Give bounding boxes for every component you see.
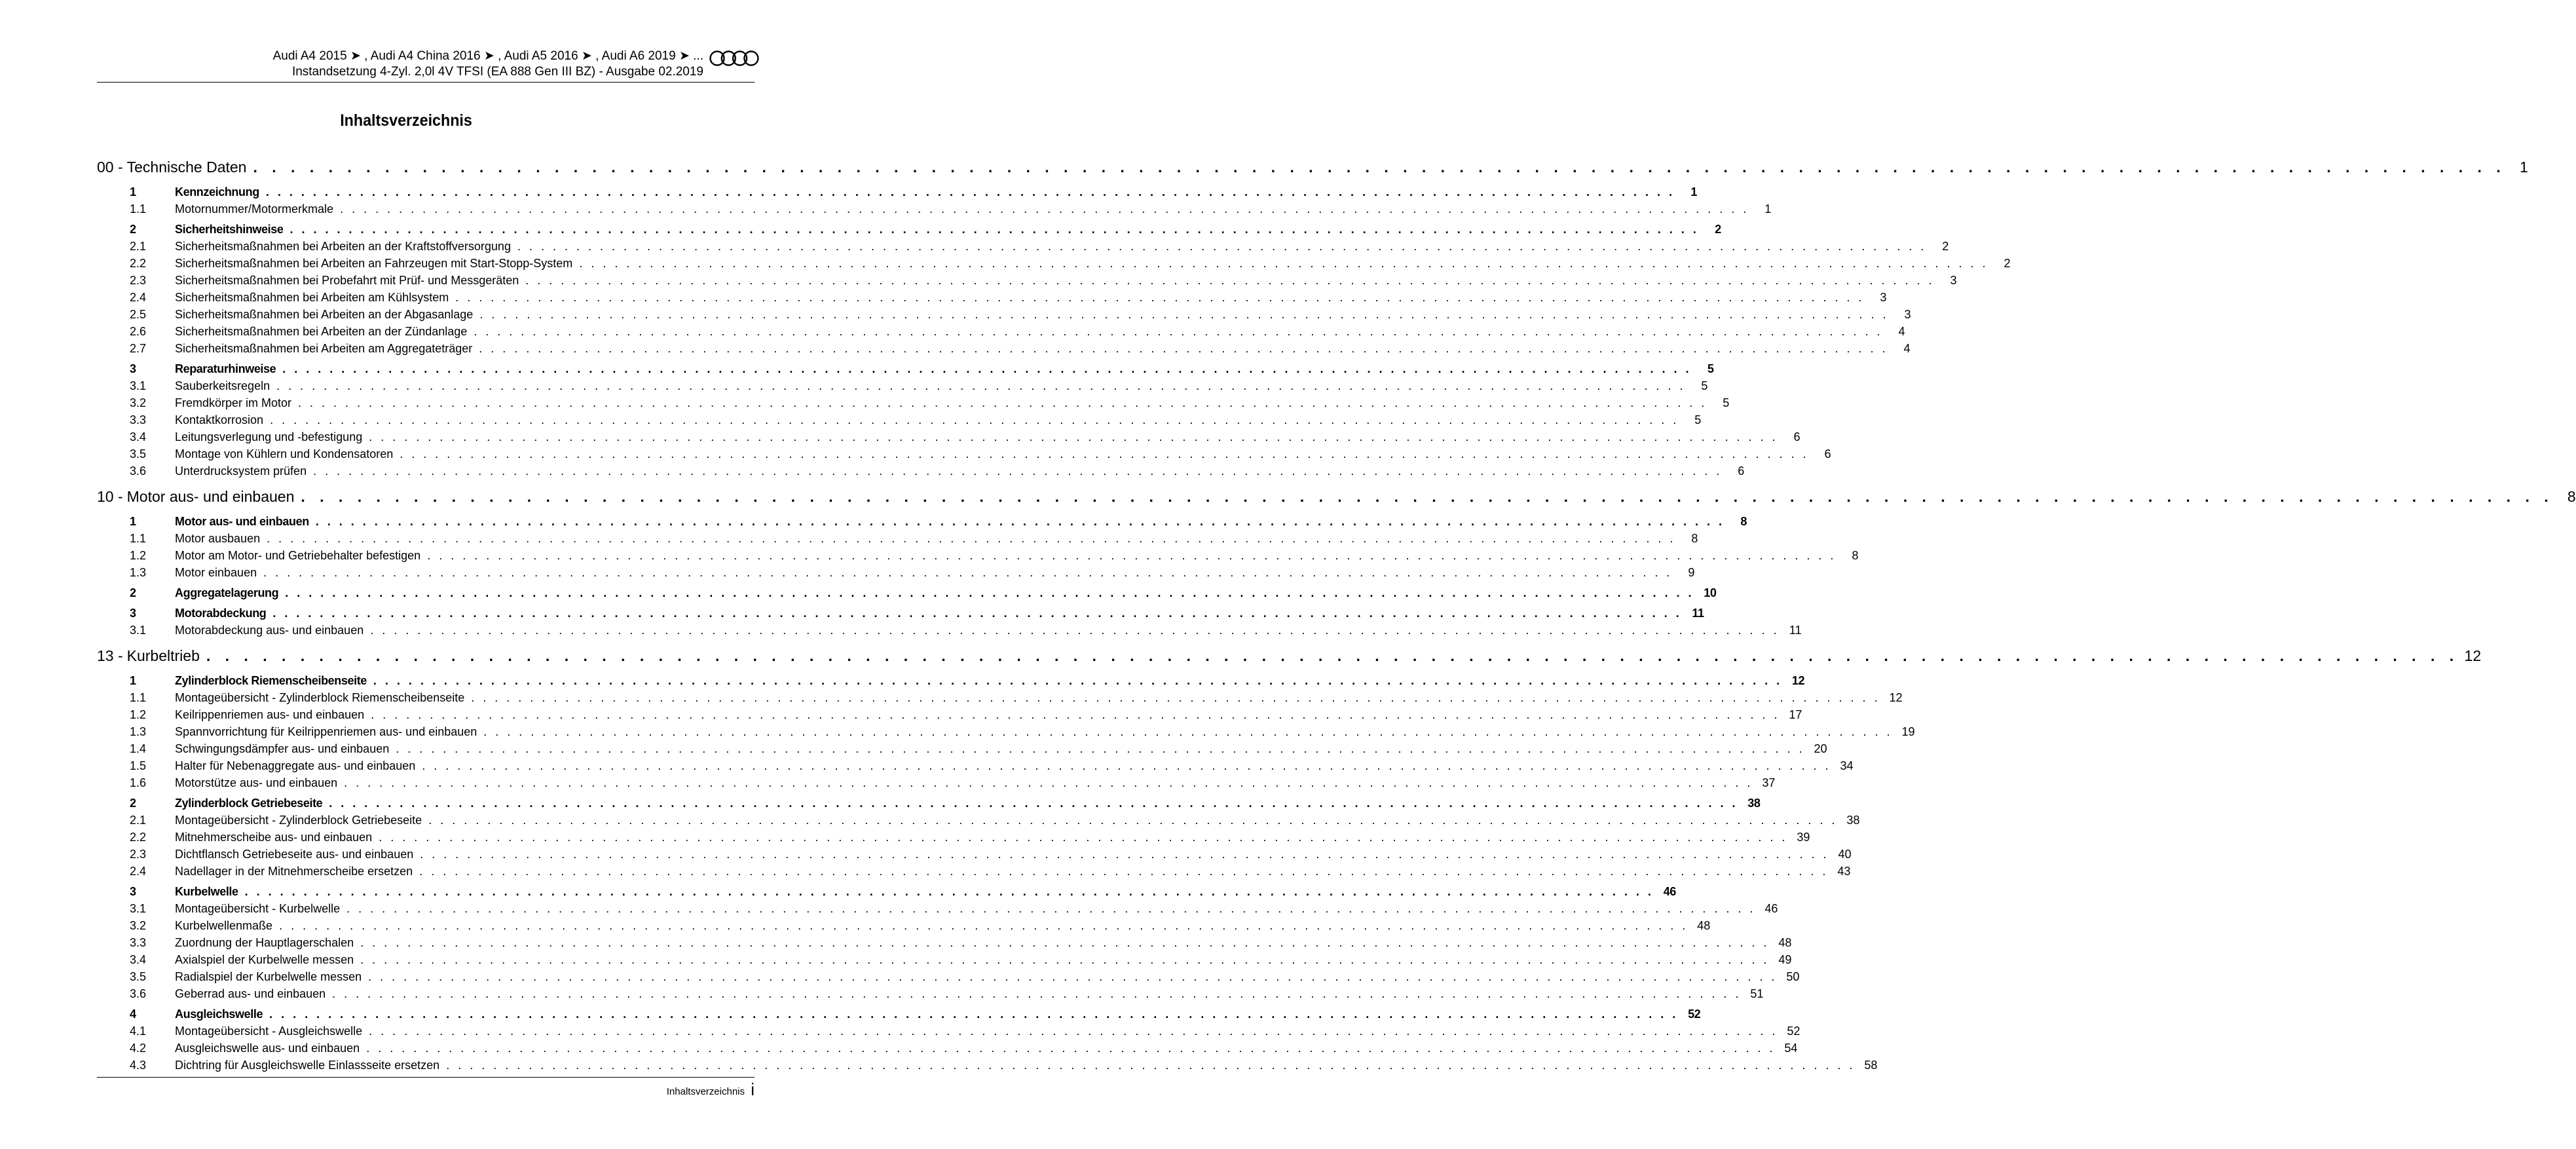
dot-leader: . . . . . . . . . . . . . . . . . . . . . . . . . . . . . . . . . . . . . . . . . . . . . . . . . . . . . . . . . . . . . . . . . . . . . . . . . . . . . . . . . . . . . . . . . . . . . . . . . . . . . . . . . . . . . . . . . . . . . . . .: [340, 202, 1749, 216]
toc-entry-title: Kurbeltrieb: [126, 647, 200, 664]
toc-sub-entry[interactable]: [130, 759, 1854, 776]
dot-leader: . . . . . . . . . . . . . . . . . . . . . . . . . . . . . . . . . . . . . . . . . . . . . . . . . . . . . . . . . . . . . . . . . . . . . . . . . . . . . . . . . . . . . . . . . . . . . . . . . . . . . . . . . . . . . . . . . . . . . . . .: [272, 607, 1682, 620]
toc-entry-page: 8: [1852, 549, 1859, 562]
dot-leader: . . . . . . . . . . . . . . . . . . . . . . . . . . . . . . . . . . . . . . . . . . . . . . . . . . . . . . . . . . . . . . . . . . . . . . . . . . . . . . . . . . . . . . . . . . . . . . . . . . . . . . . . . . . . . . . . . . . . . . . .: [420, 848, 1829, 861]
dot-leader: . . . . . . . . . . . . . . . . . . . . . . . . . . . . . . . . . . . . . . . . . . . . . . . . . . . . . . . . . . . . . . . . . . . . . . . . . . . . . . . . . . . . . . . . . . . . . . . . . . . . . . . . . . . . . . . . . . . . . . . .: [483, 725, 1893, 738]
toc-entry-title: Motor ausbauen: [175, 532, 261, 545]
toc-entry-number: 2.2: [130, 257, 147, 270]
toc-entry-number: 1.3: [130, 566, 147, 579]
toc-sub-entry[interactable]: [130, 848, 1852, 865]
toc-entry-page: 50: [1786, 970, 1800, 983]
toc-entry-page: 2: [1942, 240, 1949, 253]
toc-sub-entry[interactable]: [130, 987, 1764, 1004]
dot-leader: . . . . . . . . . . . . . . . . . . . . . . . . . . . . . . . . . . . . . . . . . . . . . . . . . . . . . . . . . . . . . . . . . . . . . . . . . . . . . . . . . . . . . . . . . . . . . . . . . . . . . . . . . . . . . . . . . . . . . . . .: [479, 308, 1889, 321]
toc-sub-entry[interactable]: [130, 1025, 1801, 1042]
toc-entry-page: 54: [1784, 1042, 1798, 1055]
toc-entry-title: Montage von Kühlern und Kondensatoren: [175, 447, 394, 461]
toc-entry-number: 3: [130, 362, 136, 375]
toc-entry-title: Motorabdeckung: [175, 607, 267, 620]
toc-sub-entry[interactable]: [130, 1059, 1878, 1076]
toc-entry-page: 3: [1904, 308, 1911, 321]
toc-entry-title: Fremdkörper im Motor: [175, 396, 292, 409]
toc-chapter-entry[interactable]: [97, 159, 2528, 182]
toc-entry-title: Ausgleichswelle: [175, 1008, 263, 1021]
toc-entry-page: 8: [1691, 532, 1698, 545]
toc-entry-page: 19: [1901, 725, 1915, 738]
toc-section-entry[interactable]: [130, 515, 1747, 532]
dot-leader: . . . . . . . . . . . . . . . . . . . . . . . . . . . . . . . . . . . . . . . . . . . . . . . . . . . . . . . . . . . . . . . . . . . . . . . . . . . . . . . . . . . . . . . . . . . . . . . . . . . . . . . . . . . . . . . . . . . . . . . .: [344, 776, 1753, 789]
toc-entry-page: 2: [1715, 223, 1721, 236]
toc-entry-title: Sicherheitsmaßnahmen bei Arbeiten an der Kraftstoffversorgung: [175, 240, 511, 253]
toc-sub-entry[interactable]: [130, 549, 1859, 566]
toc-entry-page: 8: [1740, 515, 1747, 528]
toc-entry-number: 1.3: [130, 725, 147, 738]
toc-entry-title: Kurbelwelle: [175, 885, 238, 898]
toc-entry-number: 1.4: [130, 742, 147, 755]
dot-leader: . . . . . . . . . . . . . . . . . . . . . . . . . . . . . . . . . . . . . . . . . . . . . . . . . . . . . . . . . . . . . . . . . . . . . . . . . . . . . . . . . . . . . . . . . . . . . . . . . . . . . . . . . . . . . . . . . . . . . . . .: [479, 342, 1888, 355]
toc-sub-entry[interactable]: [130, 691, 1903, 708]
toc-sub-entry[interactable]: [130, 447, 1831, 464]
toc-entry-number: 2.5: [130, 308, 147, 321]
toc-sub-entry[interactable]: [130, 379, 1708, 396]
toc-entry-page: 4: [1903, 342, 1911, 355]
toc-section-entry[interactable]: [130, 674, 1805, 691]
toc-entry-page: 8: [2567, 488, 2576, 505]
dot-leader: . . . . . . . . . . . . . . . . . . . . . . . . . . . . . . . . . . . . . . . . . . . . . . . . . . . . . . . . . . . . . . . . . . . . . . . . . . . . . . . . . . . . . . . . . . . . . . . . . . . . . . . . . . . . . . . . . . . . . . . .: [373, 674, 1783, 687]
dot-leader: . . . . . . . . . . . . . . . . . . . . . . . . . . . . . . . . . . . . . . . . . . . . . . . . . . . . . . . . . . . . . . . . . . . . . . . . . . . . . . . . . . . . . . . . . . . . . . . . . . . . . . . . . . . . . . . . . . . . . . . .: [517, 240, 1927, 253]
dot-leader: . . . . . . . . . . . . . . . . . . . . . . . . . . . . . . . . . . . . . . . . . . . . . . . . . . . . . . . . . . . . . . . . . . . . . . . . . . . . . . . . . . . . . . . . . . . . . . . . . . . . . . . . . . . . . . . . . . . . . . . .: [471, 691, 1880, 704]
toc-entry-page: 46: [1764, 902, 1778, 915]
toc-entry-page: 17: [1789, 708, 1802, 721]
toc-entry-title: Zylinderblock Getriebeseite: [175, 797, 323, 810]
toc-entry-title: Montageübersicht - Kurbelwelle: [175, 902, 341, 915]
dot-leader: . . . . . . . . . . . . . . . . . . . . . . . . . . . . . . . . . . . . . . . . . . . . . . . . . . . . . . . . . . . . . . . . . . . . . . . . . . . . . . . . . . . . . . . . . . . . . . . . . . . . . . . . . . . . . . . . . . . . . . . .: [369, 430, 1778, 443]
toc-entry-page: 4: [1898, 325, 1905, 338]
toc-entry-title: Zylinderblock Riemenscheibenseite: [175, 674, 367, 687]
toc-entry-page: 5: [1707, 362, 1714, 375]
toc-entry-number: 2.4: [130, 291, 147, 304]
footer-divider: [97, 1077, 755, 1078]
toc-entry-title: Aggregatelagerung: [175, 586, 279, 599]
dot-leader: . . . . . . . . . . . . . . . . . . . . . . . . . . . . . . . . . . . . . . . . . . . . . . . . . . . . . . . . . . . . . . . . . . . . . . . . . . . . . . . . . . . . . . . . . . . . . . . . . . . . . . . . . . . . . . . . . . . . . . . .: [368, 970, 1778, 983]
toc-sub-entry[interactable]: [130, 257, 2011, 274]
dot-leader: . . . . . . . . . . . . . . . . . . . . . . . . . . . . . . . . . . . . . . . . . . . . . . . . . . . . . . . . . . . . . . . . . . . . . . . . . . . . . . . . . . . . . . . . . . . . . . . . . . . . . . . . . . . . . . . . . . . . . . . .: [455, 291, 1865, 304]
toc-sub-entry[interactable]: [130, 865, 1851, 882]
toc-entry-number: 3.6: [130, 464, 147, 478]
toc-entry-page: 52: [1787, 1025, 1801, 1038]
toc-entry-page: 43: [1837, 865, 1851, 878]
toc-entry-number: 1.6: [130, 776, 147, 789]
toc-section-entry[interactable]: [130, 885, 1676, 902]
toc-entry-number: 3: [130, 607, 136, 620]
toc-entry-number: 2.3: [130, 848, 147, 861]
toc-entry-number: 1.1: [130, 202, 147, 216]
toc-sub-entry[interactable]: [130, 274, 1957, 291]
toc-entry-title: Radialspiel der Kurbelwelle messen: [175, 970, 362, 983]
toc-entry-number: 1: [130, 185, 136, 198]
toc-section-entry[interactable]: [130, 362, 1714, 379]
toc-entry-title: Geberrad aus- und einbauen: [175, 987, 326, 1000]
toc-entry-number: 3.3: [130, 413, 147, 426]
toc-entry-number: 1: [130, 515, 136, 528]
toc-sub-entry[interactable]: [130, 430, 1801, 447]
dot-leader: . . . . . . . . . . . . . . . . . . . . . . . . . . . . . . . . . . . . . . . . . . . . . . . . . . . . . . . . . . . . . . . . . . . . . . . . . . . . . . . . . . . . . . . . . . . . . . . . . . . . . . . . . . . . . . . . . . . . . . . .: [400, 447, 1809, 461]
dot-leader: . . . . . . . . . . . . . . . . . . . . . . . . . . . . . . . . . . . . . . . . . . . . . . . . . . . . . . . . . . . . . . . . . . . . . . . . . . . . . . . . . . . . . . . . . . . . . . . . . . . . . . . . . . . . . . . . . . . . . . . .: [579, 257, 1988, 270]
dot-leader: . . . . . . . . . . . . . . . . . . . . . . . . . . . . . . . . . . . . . . . . . . . . . . . . . . . . . . . . . . . . . . . . . . . . . . . . . . . . . . . . . . . . . . . . . . . . . . . . . . . . . . . . . . . . . . . . . . . . . . . .: [269, 1008, 1679, 1021]
table-of-contents: [97, 159, 2576, 1076]
toc-entry-number: 1.1: [130, 691, 147, 704]
toc-entry-title: Montageübersicht - Zylinderblock Getriebeseite: [175, 814, 422, 827]
toc-entry-page: 40: [1838, 848, 1852, 861]
header-divider: [97, 82, 755, 83]
toc-entry-number: 13 -: [97, 647, 123, 664]
toc-entry-page: 38: [1747, 797, 1761, 810]
toc-entry-page: 10: [1704, 586, 1717, 599]
toc-entry-number: 3.4: [130, 953, 147, 966]
toc-entry-number: 4: [130, 1008, 136, 1021]
toc-entry-number: 2: [130, 797, 136, 810]
toc-entry-page: 49: [1778, 953, 1792, 966]
toc-entry-number: 2.3: [130, 274, 147, 287]
toc-sub-entry[interactable]: [130, 902, 1778, 919]
toc-entry-number: 4.2: [130, 1042, 147, 1055]
dot-leader: . . . . . . . . . . . . . . . . . . . . . . . . . . . . . . . . . . . . . . . . . . . . . . . . . . . . . . . . . . . . . . . . . . . . . . . . . . . . . . . . . . . . . . . . . . . . . . . . . . . . . . . . . . . . . . . . . . . . . . . .: [419, 865, 1829, 878]
dot-leader: . . . . . . . . . . . . . . . . . . . . . . . . . . . . . . . . . . . . . . . . . . . . . . . . . . . . . . . . . . . . . . . . . . . . . . . . . . . . . . . . . . . . . . . . . . . . . . . . . . . . . . . . . . . . . . . . . . . . . . . .: [366, 1042, 1776, 1055]
toc-entry-title: Kennzeichnung: [175, 185, 259, 198]
toc-entry-page: 37: [1762, 776, 1776, 789]
toc-entry-title: Dichtflansch Getriebeseite aus- und einbauen: [175, 848, 414, 861]
dot-leader: . . . . . . . . . . . . . . . . . . . . . . . . . . . . . . . . . . . . . . . . . . . . . . . . . . . . . . . . . . . . . . . . . . . . . . . . . . . . . . . . . . . . . . . . . . . . . . . . . . . . . . . . . . . . . . . . . . . . . . . .: [371, 708, 1780, 721]
toc-entry-number: 3.4: [130, 430, 147, 443]
toc-section-entry[interactable]: [130, 1008, 1701, 1025]
dot-leader: . . . . . . . . . . . . . . . . . . . . . . . . . . . . . . . . . . . . . . . . . . . . . . . . . . . . . . . . . . . . . . . . . . . . . . . . . . . . . . . . . . . . . . . . . . . . . . . . . . . . . . . . . . . . . . . . . . . . . . . .: [370, 624, 1780, 637]
header-manual-title: Instandsetzung 4-Zyl. 2,0l 4V TFSI (EA 888 Gen III BZ) - Ausgabe 02.2019: [291, 65, 703, 79]
toc-entry-number: 10 -: [97, 488, 123, 505]
toc-entry-page: 51: [1750, 987, 1764, 1000]
toc-entry-title: Keilrippenriemen aus- und einbauen: [175, 708, 365, 721]
toc-sub-entry[interactable]: [130, 831, 1810, 848]
toc-entry-title: Reparaturhinweise: [175, 362, 276, 375]
toc-sub-entry[interactable]: [130, 725, 1915, 742]
toc-sub-entry[interactable]: [130, 532, 1698, 549]
dot-leader: . . . . . . . . . . . . . . . . . . . . . . . . . . . . . . . . . . . . . . . . . . . . . . . . . . . . . . . . . . . . . . . . . . . . . . . . . . . . . . . . . . . . . . . . . . . . . . . . . . . . . . . . . . . . . . . . . . . . . . . .: [346, 902, 1756, 915]
toc-entry-title: Montageübersicht - Ausgleichswelle: [175, 1025, 363, 1038]
toc-entry-title: Motorstütze aus- und einbauen: [175, 776, 338, 789]
dot-leader: . . . . . . . . . . . . . . . . . . . . . . . . . . . . . . . . . . . . . . . . . . . . . . . . . . . . . . . . . . . . . . . . . . . . . . . . . . . . . . . . . . . . . . . . . . . . . . . . . . . . . . . . . . . . . . . . . . . . . . . .: [446, 1059, 1856, 1072]
toc-entry-title: Axialspiel der Kurbelwelle messen: [175, 953, 354, 966]
dot-leader: . . . . . . . . . . . . . . . . . . . . . . . . . . . . . . . . . . . . . . . . . . . . . . . . . . . . . . . . . . . . . . . . . . . . . . . . . . . . . . . . . . . . . . . . . . . . . . . . . . . . . . . . . . . . . . . . . . . . . . . .: [315, 515, 1725, 528]
toc-entry-number: 1.2: [130, 708, 147, 721]
dot-leader: . . . . . . . . . . . . . . . . . . . . . . . . . . . . . . . . . . . . . . . . . . . . . . . . . . . . . . . . . . . . . . . . . . . . . . . . . . . . . . . . . . . . . . . . . . . . . . . . . . . . . . . . . . . . . . . . . . . . . . . .: [525, 274, 1935, 287]
toc-sub-entry[interactable]: [130, 202, 1772, 219]
toc-entry-number: 2.6: [130, 325, 147, 338]
toc-section-entry[interactable]: [130, 797, 1761, 814]
toc-entry-number: 3.3: [130, 936, 147, 949]
toc-entry-title: Sicherheitsmaßnahmen bei Arbeiten an der Abgasanlage: [175, 308, 474, 321]
dot-leader: . . . . . . . . . . . . . . . . . . . . . . . . . . . . . . . . . . . . . . . . . . . . . . . . . . . . . . . . . . . . . . . . . . . . . . . . . . . . . . . . . . . . . . . . . . . . . . . . . . . . . . . . . . . . . . . . . . . . . . . .: [474, 325, 1883, 338]
toc-entry-number: 3.2: [130, 919, 147, 932]
dot-leader: . . . . . . . . . . . . . . . . . . . . . . . . . . . . . . . . . . . . . . . . . . . . . . . . . . . . . . . . . . . . . . . . . . . . . . . . . . . . . . . . . . . . . . . . . . . . . . . . . . . . . . . . . . . . . . . . . . . . . . . .: [265, 185, 1675, 198]
toc-entry-number: 1: [130, 674, 136, 687]
toc-entry-number: 2.1: [130, 814, 147, 827]
toc-entry-page: 38: [1846, 814, 1860, 827]
toc-entry-page: 2: [2004, 257, 2011, 270]
dot-leader: . . . . . . . . . . . . . . . . . . . . . . . . . . . . . . . . . . . . . . . . . . . . . . . . . . . . . . . . . . . . . . . . . . . . . . . . . . . . . . . . . . . . . . . . . . . . . . . . . . . . . . . . . . . . . . . . . . . . . . . .: [253, 159, 2506, 176]
toc-entry-title: Motorabdeckung aus- und einbauen: [175, 624, 364, 637]
toc-entry-number: 3.1: [130, 902, 147, 915]
toc-entry-title: Ausgleichswelle aus- und einbauen: [175, 1042, 360, 1055]
toc-entry-page: 46: [1663, 885, 1676, 898]
toc-entry-title: Zuordnung der Hauptlagerschalen: [175, 936, 354, 949]
toc-chapter-entry[interactable]: [97, 488, 2576, 512]
toc-sub-entry[interactable]: [130, 342, 1911, 359]
toc-entry-page: 52: [1688, 1008, 1701, 1021]
toc-entry-title: Motor einbauen: [175, 566, 257, 579]
dot-leader: . . . . . . . . . . . . . . . . . . . . . . . . . . . . . . . . . . . . . . . . . . . . . . . . . . . . . . . . . . . . . . . . . . . . . . . . . . . . . . . . . . . . . . . . . . . . . . . . . . . . . . . . . . . . . . . . . . . . . . . .: [263, 566, 1673, 579]
toc-section-entry[interactable]: [130, 223, 1721, 240]
toc-entry-title: Schwingungsdämpfer aus- und einbauen: [175, 742, 390, 755]
dot-leader: . . . . . . . . . . . . . . . . . . . . . . . . . . . . . . . . . . . . . . . . . . . . . . . . . . . . . . . . . . . . . . . . . . . . . . . . . . . . . . . . . . . . . . . . . . . . . . . . . . . . . . . . . . . . . . . . . . . . . . . .: [422, 759, 1831, 772]
dot-leader: . . . . . . . . . . . . . . . . . . . . . . . . . . . . . . . . . . . . . . . . . . . . . . . . . . . . . . . . . . . . . . . . . . . . . . . . . . . . . . . . . . . . . . . . . . . . . . . . . . . . . . . . . . . . . . . . . . . . . . . .: [244, 885, 1654, 898]
toc-sub-entry[interactable]: [130, 624, 1802, 641]
toc-sub-entry[interactable]: [130, 919, 1711, 936]
toc-entry-title: Nadellager in der Mitnehmerscheibe ersetzen: [175, 865, 413, 878]
toc-entry-number: 1.2: [130, 549, 147, 562]
footer-page-number: i: [751, 1080, 755, 1099]
toc-entry-title: Motor am Motor- und Getriebehalter befestigen: [175, 549, 421, 562]
toc-entry-title: Sicherheitsmaßnahmen bei Arbeiten an der Zündanlage: [175, 325, 468, 338]
toc-sub-entry[interactable]: [130, 814, 1860, 831]
toc-entry-number: 00 -: [97, 159, 123, 176]
toc-entry-title: Motor aus- und einbauen: [126, 488, 295, 505]
dot-leader: . . . . . . . . . . . . . . . . . . . . . . . . . . . . . . . . . . . . . . . . . . . . . . . . . . . . . . . . . . . . . . . . . . . . . . . . . . . . . . . . . . . . . . . . . . . . . . . . . . . . . . . . . . . . . . . . . . . . . . . .: [360, 936, 1770, 949]
toc-entry-number: 1.1: [130, 532, 147, 545]
toc-entry-page: 48: [1778, 936, 1792, 949]
dot-leader: . . . . . . . . . . . . . . . . . . . . . . . . . . . . . . . . . . . . . . . . . . . . . . . . . . . . . . . . . . . . . . . . . . . . . . . . . . . . . . . . . . . . . . . . . . . . . . . . . . . . . . . . . . . . . . . . . . . . . . . .: [270, 413, 1679, 426]
footer-label: Inhaltsverzeichnis: [666, 1086, 745, 1097]
toc-entry-title: Montageübersicht - Zylinderblock Riemenscheibenseite: [175, 691, 465, 704]
toc-entry-page: 11: [1692, 607, 1704, 620]
toc-entry-number: 2: [130, 586, 136, 599]
dot-leader: . . . . . . . . . . . . . . . . . . . . . . . . . . . . . . . . . . . . . . . . . . . . . . . . . . . . . . . . . . . . . . . . . . . . . . . . . . . . . . . . . . . . . . . . . . . . . . . . . . . . . . . . . . . . . . . . . . . . . . . .: [285, 586, 1694, 599]
toc-entry-number: 3.6: [130, 987, 147, 1000]
toc-section-entry[interactable]: [130, 607, 1704, 624]
toc-entry-number: 2.1: [130, 240, 147, 253]
toc-sub-entry[interactable]: [130, 325, 1905, 342]
toc-sub-entry[interactable]: [130, 970, 1800, 987]
toc-entry-page: 58: [1864, 1059, 1878, 1072]
toc-entry-title: Motornummer/Motormerkmale: [175, 202, 334, 216]
toc-entry-title: Technische Daten: [126, 159, 247, 176]
toc-entry-page: 5: [1723, 396, 1730, 409]
toc-entry-number: 4.3: [130, 1059, 147, 1072]
toc-entry-page: 3: [1880, 291, 1887, 304]
dot-leader: . . . . . . . . . . . . . . . . . . . . . . . . . . . . . . . . . . . . . . . . . . . . . . . . . . . . . . . . . . . . . . . . . . . . . . . . . . . . . . . . . . . . . . . . . . . . . . . . . . . . . . . . . . . . . . . . . . . . . . . .: [332, 987, 1742, 1000]
toc-sub-entry[interactable]: [130, 396, 1730, 413]
toc-entry-page: 9: [1688, 566, 1695, 579]
toc-entry-title: Sicherheitsmaßnahmen bei Probefahrt mit Prüf- und Messgeräten: [175, 274, 519, 287]
toc-entry-page: 11: [1789, 624, 1802, 637]
toc-entry-page: 12: [1791, 674, 1805, 687]
dot-leader: . . . . . . . . . . . . . . . . . . . . . . . . . . . . . . . . . . . . . . . . . . . . . . . . . . . . . . . . . . . . . . . . . . . . . . . . . . . . . . . . . . . . . . . . . . . . . . . . . . . . . . . . . . . . . . . . . . . . . . . .: [329, 797, 1738, 810]
audi-rings-icon: [709, 50, 760, 67]
dot-leader: . . . . . . . . . . . . . . . . . . . . . . . . . . . . . . . . . . . . . . . . . . . . . . . . . . . . . . . . . . . . . . . . . . . . . . . . . . . . . . . . . . . . . . . . . . . . . . . . . . . . . . . . . . . . . . . . . . . . . . . .: [276, 379, 1686, 392]
dot-leader: . . . . . . . . . . . . . . . . . . . . . . . . . . . . . . . . . . . . . . . . . . . . . . . . . . . . . . . . . . . . . . . . . . . . . . . . . . . . . . . . . . . . . . . . . . . . . . . . . . . . . . . . . . . . . . . . . . . . . . . .: [428, 814, 1838, 827]
toc-entry-title: Dichtring für Ausgleichswelle Einlassseite ersetzen: [175, 1059, 440, 1072]
toc-sub-entry[interactable]: [130, 240, 1949, 257]
toc-entry-title: Sicherheitsmaßnahmen bei Arbeiten am Aggregateträger: [175, 342, 473, 355]
dot-leader: . . . . . . . . . . . . . . . . . . . . . . . . . . . . . . . . . . . . . . . . . . . . . . . . . . . . . . . . . . . . . . . . . . . . . . . . . . . . . . . . . . . . . . . . . . . . . . . . . . . . . . . . . . . . . . . . . . . . . . . .: [301, 488, 2554, 505]
dot-leader: . . . . . . . . . . . . . . . . . . . . . . . . . . . . . . . . . . . . . . . . . . . . . . . . . . . . . . . . . . . . . . . . . . . . . . . . . . . . . . . . . . . . . . . . . . . . . . . . . . . . . . . . . . . . . . . . . . . . . . . .: [360, 953, 1770, 966]
toc-chapter-entry[interactable]: [97, 647, 2482, 671]
toc-entry-title: Unterdrucksystem prüfen: [175, 464, 307, 478]
page-header: [97, 46, 760, 83]
toc-entry-page: 12: [1889, 691, 1903, 704]
toc-entry-number: 3.1: [130, 624, 147, 637]
toc-entry-title: Kurbelwellenmaße: [175, 919, 273, 932]
toc-entry-page: 1: [1764, 202, 1772, 216]
toc-entry-page: 48: [1697, 919, 1711, 932]
toc-entry-title: Halter für Nebenaggregate aus- und einbauen: [175, 759, 416, 772]
toc-sub-entry[interactable]: [130, 776, 1776, 793]
toc-sub-entry[interactable]: [130, 742, 1827, 759]
dot-leader: . . . . . . . . . . . . . . . . . . . . . . . . . . . . . . . . . . . . . . . . . . . . . . . . . . . . . . . . . . . . . . . . . . . . . . . . . . . . . . . . . . . . . . . . . . . . . . . . . . . . . . . . . . . . . . . . . . . . . . . .: [396, 742, 1805, 755]
toc-entry-title: Sauberkeitsregeln: [175, 379, 271, 392]
toc-entry-number: 2.2: [130, 831, 147, 844]
toc-sub-entry[interactable]: [130, 708, 1802, 725]
toc-entry-number: 2.4: [130, 865, 147, 878]
toc-sub-entry[interactable]: [130, 413, 1702, 430]
toc-entry-page: 5: [1694, 413, 1702, 426]
toc-sub-entry[interactable]: [130, 464, 1745, 481]
dot-leader: . . . . . . . . . . . . . . . . . . . . . . . . . . . . . . . . . . . . . . . . . . . . . . . . . . . . . . . . . . . . . . . . . . . . . . . . . . . . . . . . . . . . . . . . . . . . . . . . . . . . . . . . . . . . . . . . . . . . . . . .: [279, 919, 1689, 932]
toc-entry-number: 3: [130, 885, 136, 898]
toc-entry-title: Spannvorrichtung für Keilrippenriemen aus- und einbauen: [175, 725, 477, 738]
toc-entry-title: Sicherheitshinweise: [175, 223, 284, 236]
toc-entry-page: 6: [1824, 447, 1831, 461]
toc-sub-entry[interactable]: [130, 953, 1792, 970]
toc-entry-number: 3.2: [130, 396, 147, 409]
toc-entry-number: 3.5: [130, 447, 147, 461]
toc-entry-page: 34: [1840, 759, 1854, 772]
header-vehicle-models: Audi A4 2015 ➤ , Audi A4 China 2016 ➤ , Audi A5 2016 ➤ , Audi A6 2019 ➤ ...: [272, 49, 703, 63]
toc-sub-entry[interactable]: [130, 1042, 1798, 1059]
dot-leader: . . . . . . . . . . . . . . . . . . . . . . . . . . . . . . . . . . . . . . . . . . . . . . . . . . . . . . . . . . . . . . . . . . . . . . . . . . . . . . . . . . . . . . . . . . . . . . . . . . . . . . . . . . . . . . . . . . . . . . . .: [289, 223, 1699, 236]
toc-section-entry[interactable]: [130, 586, 1717, 603]
toc-entry-number: 2.7: [130, 342, 147, 355]
toc-sub-entry[interactable]: [130, 291, 1887, 308]
toc-entry-number: 3.1: [130, 379, 147, 392]
toc-entry-page: 12: [2464, 647, 2482, 664]
toc-entry-title: Mitnehmerscheibe aus- und einbauen: [175, 831, 373, 844]
toc-sub-entry[interactable]: [130, 308, 1911, 325]
toc-entry-page: 6: [1738, 464, 1745, 478]
toc-entry-number: 3.5: [130, 970, 147, 983]
toc-entry-number: 1.5: [130, 759, 147, 772]
toc-entry-title: Leitungsverlegung und -befestigung: [175, 430, 363, 443]
dot-leader: . . . . . . . . . . . . . . . . . . . . . . . . . . . . . . . . . . . . . . . . . . . . . . . . . . . . . . . . . . . . . . . . . . . . . . . . . . . . . . . . . . . . . . . . . . . . . . . . . . . . . . . . . . . . . . . . . . . . . . . .: [379, 831, 1788, 844]
dot-leader: . . . . . . . . . . . . . . . . . . . . . . . . . . . . . . . . . . . . . . . . . . . . . . . . . . . . . . . . . . . . . . . . . . . . . . . . . . . . . . . . . . . . . . . . . . . . . . . . . . . . . . . . . . . . . . . . . . . . . . . .: [298, 396, 1708, 409]
toc-entry-title: Sicherheitsmaßnahmen bei Arbeiten am Kühlsystem: [175, 291, 449, 304]
dot-leader: . . . . . . . . . . . . . . . . . . . . . . . . . . . . . . . . . . . . . . . . . . . . . . . . . . . . . . . . . . . . . . . . . . . . . . . . . . . . . . . . . . . . . . . . . . . . . . . . . . . . . . . . . . . . . . . . . . . . . . . .: [206, 647, 2459, 664]
dot-leader: . . . . . . . . . . . . . . . . . . . . . . . . . . . . . . . . . . . . . . . . . . . . . . . . . . . . . . . . . . . . . . . . . . . . . . . . . . . . . . . . . . . . . . . . . . . . . . . . . . . . . . . . . . . . . . . . . . . . . . . .: [427, 549, 1837, 562]
toc-entry-title: Kontaktkorrosion: [175, 413, 264, 426]
toc-section-entry[interactable]: [130, 185, 1698, 202]
toc-entry-page: 39: [1797, 831, 1810, 844]
toc-entry-number: 4.1: [130, 1025, 147, 1038]
toc-entry-title: Motor aus- und einbauen: [175, 515, 309, 528]
toc-entry-page: 5: [1701, 379, 1708, 392]
toc-entry-page: 20: [1814, 742, 1827, 755]
toc-sub-entry[interactable]: [130, 936, 1792, 953]
page-title: Inhaltsverzeichnis: [340, 111, 472, 130]
dot-leader: . . . . . . . . . . . . . . . . . . . . . . . . . . . . . . . . . . . . . . . . . . . . . . . . . . . . . . . . . . . . . . . . . . . . . . . . . . . . . . . . . . . . . . . . . . . . . . . . . . . . . . . . . . . . . . . . . . . . . . . .: [282, 362, 1692, 375]
toc-sub-entry[interactable]: [130, 566, 1695, 583]
toc-entry-page: 6: [1793, 430, 1801, 443]
toc-entry-page: 1: [1690, 185, 1698, 198]
toc-entry-page: 3: [1950, 274, 1957, 287]
toc-entry-title: Sicherheitsmaßnahmen bei Arbeiten an Fahrzeugen mit Start-Stopp-System: [175, 257, 573, 270]
toc-entry-page: 1: [2519, 159, 2528, 176]
dot-leader: . . . . . . . . . . . . . . . . . . . . . . . . . . . . . . . . . . . . . . . . . . . . . . . . . . . . . . . . . . . . . . . . . . . . . . . . . . . . . . . . . . . . . . . . . . . . . . . . . . . . . . . . . . . . . . . . . . . . . . . .: [313, 464, 1723, 478]
dot-leader: . . . . . . . . . . . . . . . . . . . . . . . . . . . . . . . . . . . . . . . . . . . . . . . . . . . . . . . . . . . . . . . . . . . . . . . . . . . . . . . . . . . . . . . . . . . . . . . . . . . . . . . . . . . . . . . . . . . . . . . .: [267, 532, 1676, 545]
dot-leader: . . . . . . . . . . . . . . . . . . . . . . . . . . . . . . . . . . . . . . . . . . . . . . . . . . . . . . . . . . . . . . . . . . . . . . . . . . . . . . . . . . . . . . . . . . . . . . . . . . . . . . . . . . . . . . . . . . . . . . . .: [369, 1025, 1778, 1038]
toc-entry-number: 2: [130, 223, 136, 236]
